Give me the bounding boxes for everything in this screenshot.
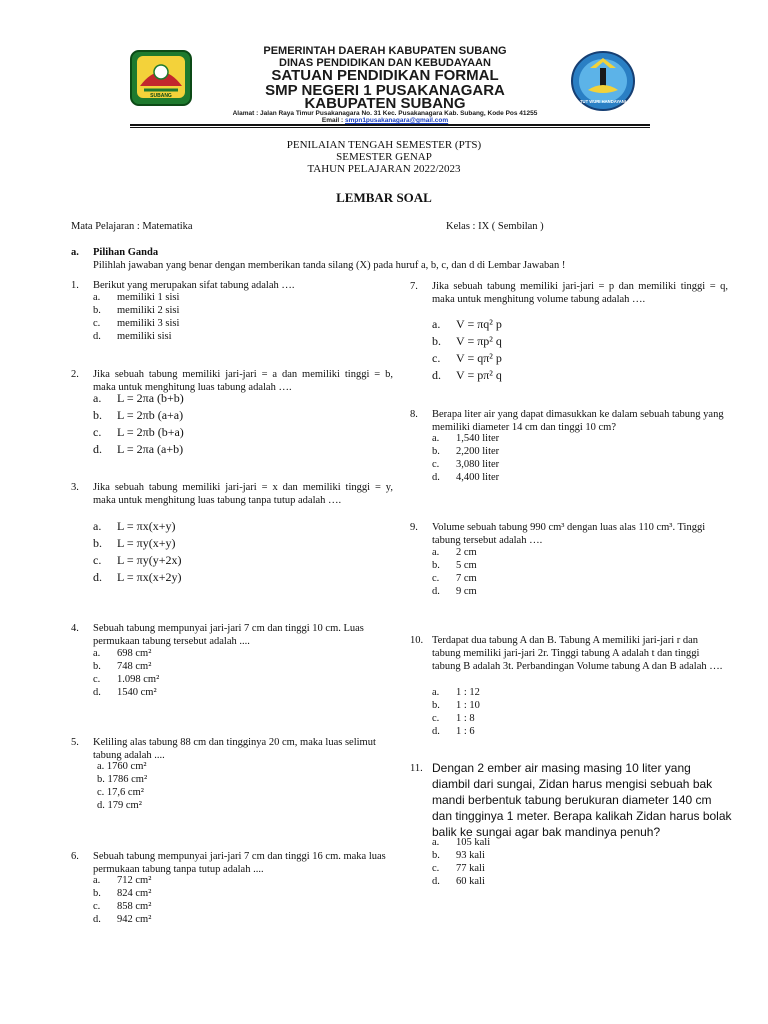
option-b[interactable]: b. 5 cm — [432, 560, 477, 571]
option-d[interactable]: d. V = pπ² q — [432, 368, 502, 382]
option-c[interactable]: c. L = 2πb (b+a) — [93, 425, 184, 439]
question-number: 11. — [410, 763, 423, 774]
section-title: Pilihan Ganda — [93, 247, 159, 258]
exam-title-3: TAHUN PELAJARAN 2022/2023 — [307, 163, 461, 175]
subject-label: Mata Pelajaran : Matematika — [71, 221, 193, 232]
option-c[interactable]: c. 1 : 8 — [432, 713, 475, 724]
question-number: 3. — [71, 482, 79, 493]
question-number: 6. — [71, 851, 79, 862]
option-c[interactable]: c. 3,080 liter — [432, 459, 500, 470]
option-d[interactable]: d. 4,400 liter — [432, 472, 500, 483]
option-a[interactable]: a. V = πq² p — [432, 317, 502, 331]
letterhead-address: Alamat : Jalan Raya Timur Pusakanagara No. 31 Kec. Pusakanagara Kab. Subang, Kode Pos 41255 — [232, 110, 538, 117]
letterhead-divider — [130, 124, 650, 126]
section-letter: a. — [71, 247, 79, 258]
question-number: 1. — [71, 280, 79, 291]
option-c[interactable]: c. memiliki 3 sisi — [93, 318, 180, 329]
section-instruction: Pilihlah jawaban yang benar dengan memberikan tanda silang (X) pada huruf a, b, c, dan d di Lembar Jawaban ! — [93, 260, 566, 271]
option-d[interactable]: d. 1 : 6 — [432, 726, 475, 737]
option-c[interactable]: c. L = πy(y+2x) — [93, 553, 182, 567]
question-number: 9. — [410, 522, 418, 533]
letterhead-line-3: SATUAN PENDIDIKAN FORMAL — [271, 67, 499, 84]
option-a[interactable]: a. memiliki 1 sisi — [93, 292, 180, 303]
option-c[interactable]: c. V = qπ² p — [432, 351, 502, 365]
option-d[interactable]: d. 60 kali — [432, 876, 485, 887]
option-a[interactable]: a. 1 : 12 — [432, 687, 480, 698]
option-a[interactable]: a. 698 cm² — [93, 648, 152, 659]
question-number: 7. — [410, 281, 418, 292]
question-number: 5. — [71, 737, 79, 748]
option-c[interactable]: c. 77 kali — [432, 863, 485, 874]
exam-title-2: SEMESTER GENAP — [336, 151, 432, 163]
option-a[interactable]: a. 2 cm — [432, 547, 477, 558]
option-b[interactable]: b. 1 : 10 — [432, 700, 480, 711]
option-b[interactable]: b. 1786 cm² — [97, 774, 148, 785]
option-d[interactable]: d. 942 cm² — [93, 914, 152, 925]
option-b[interactable]: b. L = πy(x+y) — [93, 536, 176, 550]
option-b[interactable]: b. L = 2πb (a+a) — [93, 408, 184, 422]
question-text: Berapa liter air yang dapat dimasukkan ke dalam sebuah tabung yang memiliki diameter 14 cm dan tinggi 10 cm? — [432, 409, 724, 433]
letterhead-line-5: KABUPATEN SUBANG — [304, 95, 466, 112]
option-c[interactable]: c. 17,6 cm² — [97, 787, 144, 798]
option-a[interactable]: a. L = 2πa (b+b) — [93, 391, 184, 405]
question-text: Keliling alas tabung 88 cm dan tingginya 20 cm, maka luas selimut tabung adalah .... — [93, 737, 376, 761]
option-a[interactable]: a. 1760 cm² — [97, 761, 147, 772]
letterhead-line-4: SMP NEGERI 1 PUSAKANAGARA — [265, 82, 505, 99]
question-text: Jika sebuah tabung memiliki jari-jari = x dan memiliki tinggi = y, maka untuk menghitung luas tabung tanpa tutup adalah …. — [93, 482, 393, 506]
svg-text:SUBANG: SUBANG — [150, 93, 172, 99]
option-d[interactable]: d. 9 cm — [432, 586, 477, 597]
option-d[interactable]: d. L = 2πa (a+b) — [93, 442, 184, 456]
option-d[interactable]: d. L = πx(x+2y) — [93, 570, 182, 584]
exam-title-1: PENILAIAN TENGAH SEMESTER (PTS) — [286, 139, 482, 151]
question-text: Sebuah tabung mempunyai jari-jari 7 cm dan tinggi 16 cm. maka luas permukaan tabung tanpa tutup adalah .... — [93, 851, 386, 875]
option-a[interactable]: a. L = πx(x+y) — [93, 519, 176, 533]
question-number: 10. — [410, 635, 424, 646]
question-number: 8. — [410, 409, 418, 420]
question-number: 2. — [71, 369, 79, 380]
subang-regency-logo — [130, 50, 192, 106]
option-b[interactable]: b. V = πp² q — [432, 334, 502, 348]
option-c[interactable]: c. 1.098 cm² — [93, 674, 160, 685]
question-text: Jika sebuah tabung memiliki jari-jari = a dan memiliki tinggi = b, maka untuk menghitung luas tabung adalah …. — [93, 369, 393, 393]
option-b[interactable]: b. memiliki 2 sisi — [93, 305, 180, 316]
option-d[interactable]: d. 179 cm² — [97, 800, 142, 811]
option-c[interactable]: c. 858 cm² — [93, 901, 152, 912]
letterhead-line-1: PEMERINTAH DAERAH KABUPATEN SUBANG — [263, 45, 507, 57]
option-b[interactable]: b. 748 cm² — [93, 661, 152, 672]
option-b[interactable]: b. 824 cm² — [93, 888, 152, 899]
question-number: 4. — [71, 623, 79, 634]
option-a[interactable]: a. 712 cm² — [93, 875, 152, 886]
svg-text:TUT WURI HANDAYANI: TUT WURI HANDAYANI — [580, 99, 626, 104]
letterhead-line-2: DINAS PENDIDIKAN DAN KEBUDAYAAN — [279, 57, 491, 69]
letterhead-email — [200, 117, 570, 124]
option-a[interactable]: a. 105 kali — [432, 837, 491, 848]
option-b[interactable]: b. 2,200 liter — [432, 446, 500, 457]
question-text: Terdapat dua tabung A dan B. Tabung A memiliki jari-jari r dan tabung memiliki jari-jari 2r. Tinggi tabung A adalah t dan tinggi tabung B adalah 3t. Perbandingan Volume tabung A dan B adalah …. — [432, 635, 723, 672]
option-a[interactable]: a. 1,540 liter — [432, 433, 500, 444]
class-label: Kelas : IX ( Sembilan ) — [446, 221, 544, 232]
question-text: Dengan 2 ember air masing masing 10 liter yang diambil dari sungai, Zidan harus mengisi sebuah bak mandi berbentuk tabung berukuran diameter 140 cm dan tingginya 1 meter. Berapa kalikah Zidan harus bolak balik ke sungai agar bak mandinya penuh? — [432, 761, 732, 839]
email-link[interactable]: smpn1pusakanagara@gmail.com — [344, 117, 449, 124]
question-text: Volume sebuah tabung 990 cm³ dengan luas alas 110 cm³. Tinggi tabung tersebut adalah …. — [432, 522, 706, 546]
email-label: Email : — [321, 117, 345, 124]
sheet-heading: LEMBAR SOAL — [336, 190, 432, 205]
option-c[interactable]: c. 7 cm — [432, 573, 477, 584]
option-d[interactable]: d. memiliki sisi — [93, 331, 172, 342]
tut-wuri-handayani-logo — [570, 50, 636, 112]
question-text: Berikut yang merupakan sifat tabung adalah …. — [93, 280, 295, 291]
option-b[interactable]: b. 93 kali — [432, 850, 485, 861]
letterhead-divider-thin — [130, 127, 650, 128]
question-text: Jika sebuah tabung memiliki jari-jari = p dan memiliki tinggi = q, maka untuk menghitung volume tabung adalah …. — [432, 281, 728, 305]
question-text: Sebuah tabung mempunyai jari-jari 7 cm dan tinggi 10 cm. Luas permukaan tabung tersebut adalah .... — [93, 623, 364, 647]
option-d[interactable]: d. 1540 cm² — [93, 687, 157, 698]
